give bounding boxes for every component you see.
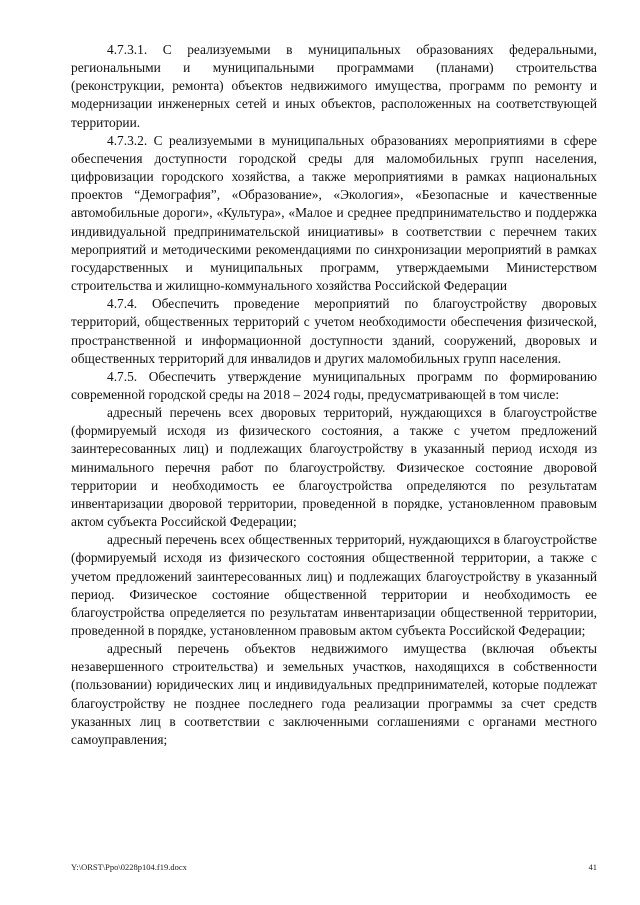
- document-body: [71, 41, 597, 749]
- paragraph-yard-territories-list: адресный перечень всех дворовых территорий, нуждающихся в благоустройстве (формируемый исходя из физического состояния, а также с учетом предложений заинтересованных лиц) и подлежащих благоустройству в указанный период исходя из минимального перечня работ по благоустройству. Физическое состояние дворовой территории и необходимость ее благоустройства определяются по результатам инвентаризации дворовой территории, проведенной в порядке, установленном правовым актом субъекта Российской Федерации;: [71, 405, 597, 530]
- paragraph-4-7-3-2: 4.7.3.2. С реализуемыми в муниципальных образованиях мероприятиями в сфере обеспечения доступности городской среды для маломобильных групп населения, цифровизации городского хозяйства, а также мероприятиями в рамках национальных проектов “Демография”, «Образование», «Экология», «Безопасные и качественные автомобильные дороги», «Культура», «Малое и среднее предпринимательство и поддержка индивидуальной предпринимательской инициативы» в соответствии с перечнем таких мероприятий и методическими рекомендациями по синхронизации мероприятий в рамках государственных и муниципальных программ, утверждаемыми Министерством строительства и жилищно-коммунального хозяйства Российской Федерации: [71, 132, 597, 294]
- paragraph-public-territories-list: адресный перечень всех общественных территорий, нуждающихся в благоустройстве (формируемый исходя из физического состояния общественной территории, а также с учетом предложений заинтересованных лиц) и подлежащих благоустройству в указанный период. Физическое состояние общественной территории и необходимость ее благоустройства определяется по результатам инвентаризации общественной территории, проведенной в порядке, установленном правовым актом субъекта Российской Федерации;: [71, 532, 597, 638]
- paragraph-4-7-4: 4.7.4. Обеспечить проведение мероприятий по благоустройству дворовых территорий, общественных территорий с учетом необходимости обеспечения физической, пространственной и информационной доступности зданий, сооружений, дворовых и общественных территорий для инвалидов и других маломобильных групп населения.: [71, 296, 597, 366]
- page-number: 41: [588, 862, 597, 872]
- paragraph-4-7-3-1: 4.7.3.1. С реализуемыми в муниципальных образованиях федеральными, региональными и муниципальными программами (планами) строительства (реконструкции, ремонта) объектов недвижимого имущества, программ по ремонту и модернизации инженерных сетей и иных объектов, расположенных на соответствующей территории.: [71, 42, 597, 130]
- file-path: Y:\ORST\Ppo\0228p104.f19.docx: [71, 862, 187, 872]
- paragraph-4-7-5: 4.7.5. Обеспечить утверждение муниципальных программ по формированию современной городской среды на 2018 – 2024 годы, предусматривающей в том числе:: [71, 368, 597, 402]
- paragraph-real-estate-list: адресный перечень объектов недвижимого имущества (включая объекты незавершенного строительства) и земельных участков, находящихся в собственности (пользовании) юридических лиц и индивидуальных предпринимателей, которые подлежат благоустройству не позднее последнего года реализации программы за счет средств указанных лиц в соответствии с заключенными соглашениями с органами местного самоуправления;: [71, 641, 597, 747]
